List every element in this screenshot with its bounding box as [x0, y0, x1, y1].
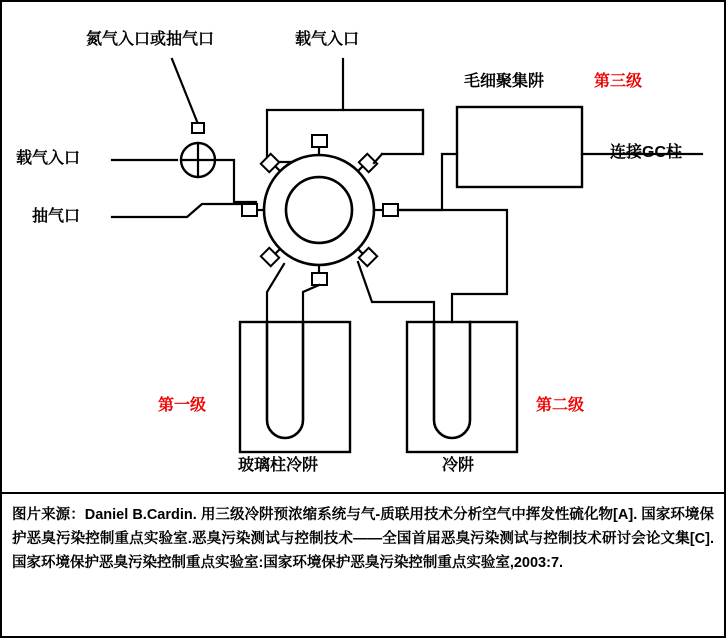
figure-caption: 图片来源：Daniel B.Cardin. 用三级冷阱预浓缩系统与气-质联用技术分析空气中挥发性硫化物[A]. 国家环境保护恶臭污染控制重点实验室.恶臭污染测试与控制技术——全国首届恶臭污染测试与控制技术研讨会论文集[C].国家环境保护恶臭污染控制重点实验室:国家环境保护恶臭污染控制重点实验室,2003:7.: [2, 492, 724, 636]
label-glass-cold-trap: 玻璃柱冷阱: [238, 457, 319, 474]
valve-fitting-nw: [261, 154, 279, 172]
valve-fitting-e: [383, 204, 398, 216]
stage-one-inlet-pipe: [267, 264, 284, 322]
stage-two-inlet-pipe: [398, 210, 507, 322]
vacuum-port-pipe: [112, 204, 250, 217]
capillary-trap-box: [457, 107, 582, 187]
stage-two-bath: [407, 322, 517, 452]
diagram-area: [2, 2, 724, 492]
valve-fitting-se: [359, 248, 377, 266]
valve-fitting-sw: [261, 248, 279, 266]
actuator-to-valve-pipe: [215, 160, 256, 202]
label-nitrogen-inlet: 氮气入口或抽气口: [86, 31, 215, 48]
top-manifold-pipe: [267, 110, 423, 154]
valve-to-capillary-pipe: [398, 154, 457, 210]
valve-fitting-w: [242, 204, 257, 216]
stage-two-outlet-pipe: [358, 262, 434, 322]
label-carrier-gas-inlet-left: 载气入口: [16, 150, 81, 167]
label-stage-three: 第三级: [594, 73, 643, 90]
label-carrier-gas-inlet-top: 载气入口: [295, 31, 360, 48]
label-capillary-trap: 毛细聚集阱: [464, 73, 545, 90]
leader-nitrogen-inlet: [172, 59, 198, 124]
valve-fitting-n: [312, 135, 327, 147]
valve-ne-to-manifold: [374, 154, 382, 163]
label-stage-one: 第一级: [158, 397, 207, 414]
rotary-actuator-stem: [192, 123, 204, 133]
stage-one-outlet-pipe: [303, 285, 319, 322]
label-gc-column: 连接GC柱: [610, 144, 683, 161]
label-cold-trap: 冷阱: [442, 457, 475, 474]
stage-one-bath: [240, 322, 350, 452]
label-stage-two: 第二级: [536, 397, 585, 414]
valve-fitting-s: [312, 273, 327, 285]
label-vacuum-port: 抽气口: [32, 208, 81, 225]
rotary-valve-rotor: [286, 177, 352, 243]
